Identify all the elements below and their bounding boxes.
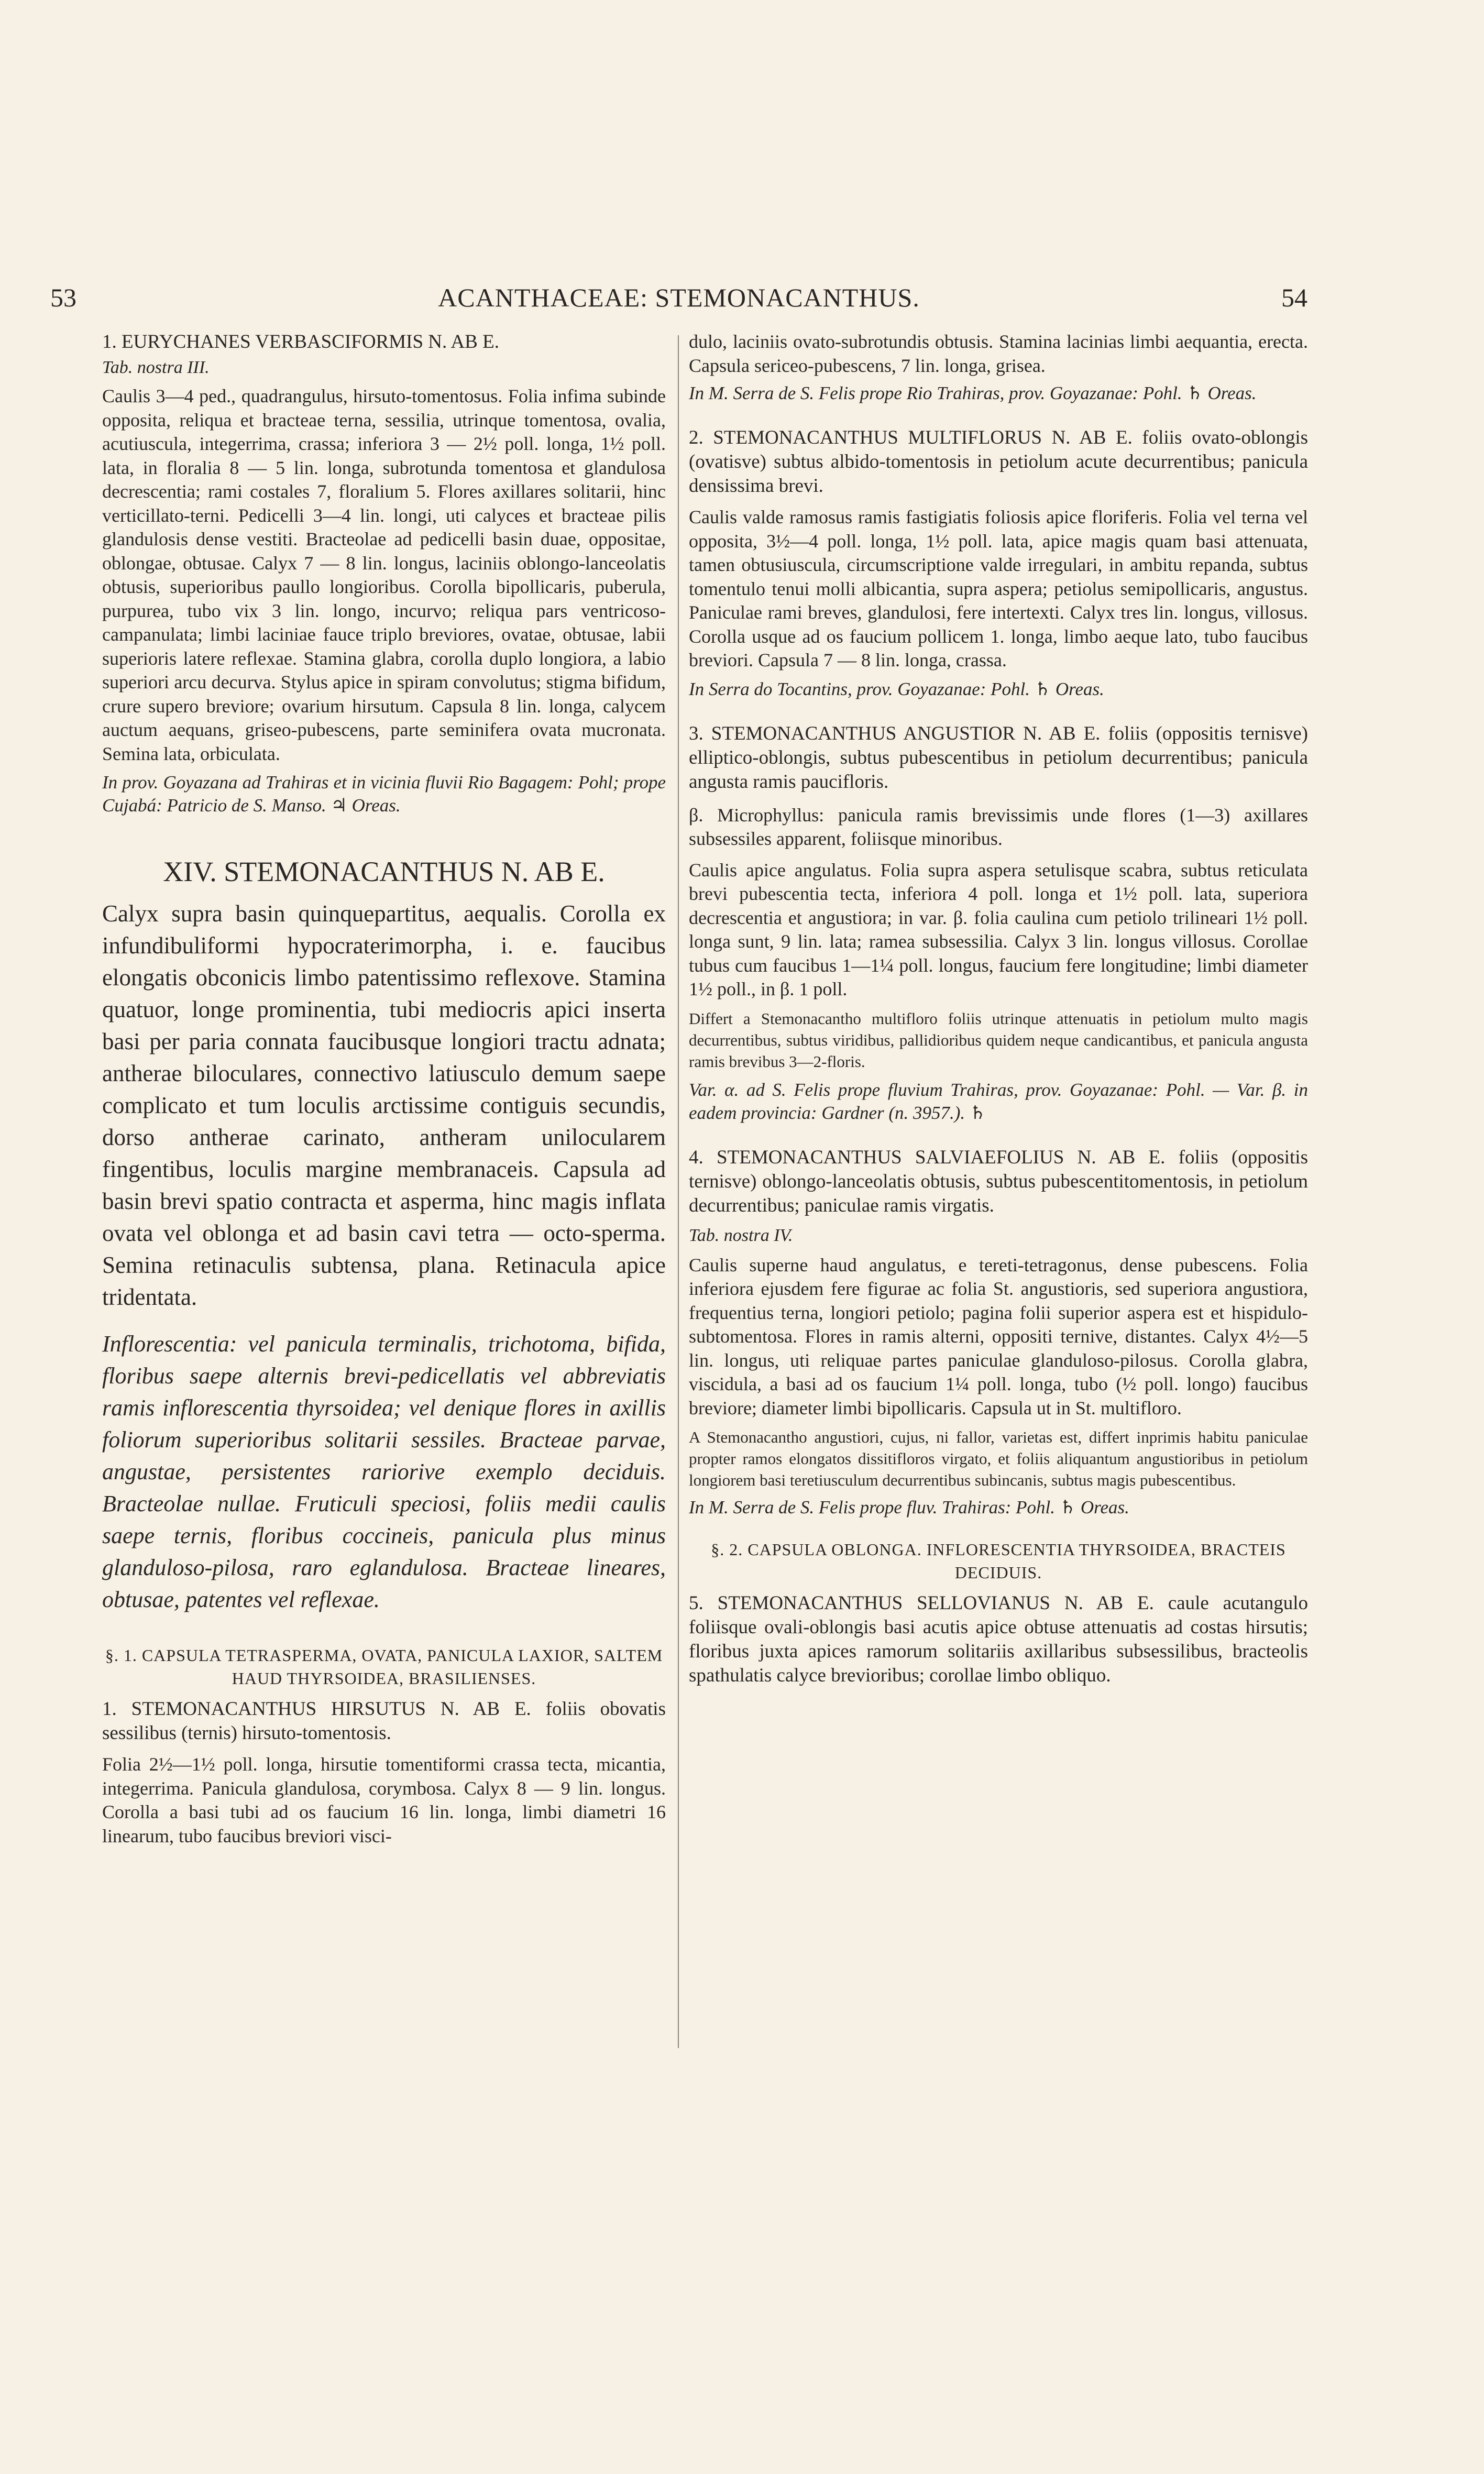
species-heading-salviaefolius: 4. STEMONACANTHUS SALVIAEFOLIUS N. AB E. foliis (oppositis ternisve) oblongo-lanceolatis obtusis, subtus pubescentitomentosis, in petiolum decurrentibus; paniculae ramis virgatis. xyxy=(689,1146,1308,1216)
genus-inflorescence-note: Inflorescentia: vel panicula terminalis, trichotoma, bifida, floribus saepe alternis brevi-pedicellatis vel abbreviatis ramis inflorescentia thyrsoidea; vel denique flores in axillis foliorum superioribus solitarii sessiles. Bracteae parvae, angustae, persistentes rariorive exemplo deciduis. Bracteolae nullae. Fruticuli speciosi, foliis medii caulis saepe ternis, floribus coccineis, panicula plus minus glanduloso-pilosa, raro eglandulosa. Bracteae lineares, obtusae, patentes vel reflexae. xyxy=(102,1331,666,1612)
comparison-note: A Stemonacantho angustiori, cujus, ni fallor, varietas est, differt inprimis habitu paniculae propter ramos elongatos dissitifloros virgato, et foliis aliquantum angustioribus in petiolum longiorem basi teretiusculum decurrentibus subincanis, subtus magis pubescentibus. xyxy=(689,1428,1308,1489)
locality-note: In M. Serra de S. Felis prope Rio Trahiras, prov. Goyazanae: Pohl. ♄ Oreas. xyxy=(689,383,1257,403)
left-column xyxy=(102,330,666,1848)
running-title: ACANTHACEAE: STEMONACANTHUS. xyxy=(438,283,920,312)
plate-reference: Tab. nostra III. xyxy=(102,358,210,377)
species-heading-eurychanes: 1. EURYCHANES VERBASCIFORMIS N. AB E. xyxy=(102,331,499,353)
species-description: Caulis valde ramosus ramis fastigiatis foliosis apice floriferis. Folia vel terna vel opposita, 3½—4 poll. longa, 1½ poll. lata, apice magis quam basi attenuata, tamen obtusiuscula, circumscriptione valde irregulari, in ambitu repanda, subtus tomentulo tenui molli albicantia, supra aspera; petiolus semipollicaris, angustus. Paniculae rami breves, glandulosi, fere intertexti. Calyx tres lin. longus, villosus. Corolla usque ad os faucium pollicem 1. longa, limbo aeque lato, tubo faucibus breviori. Capsula 7 — 8 lin. longa, crassa. xyxy=(689,507,1308,670)
locality-note: In Serra do Tocantins, prov. Goyazanae: Pohl. ♄ Oreas. xyxy=(689,678,1104,699)
species-heading-multiflorus: 2. STEMONACANTHUS MULTIFLORUS N. AB E. foliis ovato-oblongis (ovatisve) subtus albido-tomentosis in petiolum acute decurrentibus; panicula densissima brevi. xyxy=(689,427,1308,497)
column-divider xyxy=(678,335,679,2048)
running-header xyxy=(50,282,1307,313)
variety-note: β. Microphyllus: panicula ramis brevissimis unde flores (1—3) axillares subsessiles apparent, foliisque minoribus. xyxy=(689,804,1308,849)
species-description: Caulis 3—4 ped., quadrangulus, hirsuto-tomentosus. Folia infima subinde opposita, reliqua et bracteae terna, sessilia, utrinque tomentosa, ovalia, acutiuscula, integerrima, crassa; inferiora 3 — 2½ poll. longa, 1½ poll. lata, in floralia 8 — 5 lin. longa, subrotunda tomentosa et glandulosa decrescentia; rami costales 7, floralium 5. Flores axillares solitarii, hinc verticillato-terni. Pedicelli 3—4 lin. longi, uti calyces et bracteae pilis glandulosis dense vestiti. Bracteolae ad pedicelli basin duae, oppositae, oblongae, obtusae. Calyx 7 — 8 lin. longus, laciniis oblongo-lanceolatis obtusis, superioribus paullo longioribus. Corolla bipollicaris, puberula, purpurea, tubo vix 3 lin. longo, incurvo; reliqua pars ventricoso-campanulata; limbi laciniae fauce triplo breviores, ovatae, obtusae, labii superioris latere reflexae. Stamina glabra, corolla duplo longiora, a labio superiori arcu decurva. Stylus apice in spiram convolutus; stigma bifidum, crure supero breviore; ovarium hirsutum. Capsula 8 lin. longa, calycem auctum aequans, griseo-pubescens, parte seminifera ovata mucronata. Semina lata, orbiculata. xyxy=(102,386,666,764)
page-number-left: 53 xyxy=(50,283,76,312)
plate-reference: Tab. nostra IV. xyxy=(689,1225,793,1245)
right-column xyxy=(689,330,1308,1688)
section-heading-2: §. 2. CAPSULA OBLONGA. INFLORESCENTIA THYRSOIDEA, BRACTEIS DECIDUIS. xyxy=(711,1540,1286,1582)
species-description: Caulis apice angulatus. Folia supra aspera setulisque scabra, subtus reticulata brevi pubescentia tecta, inferiora 4 poll. longa et 1½ poll. lata, superiora decrescentia et angustiora; in var. β. folia caulina cum petiolo trilineari 1½ poll. longa sunt, 9 lin. lata; ramea subsessilia. Calyx 3 lin. longus villosus. Corollae tubus cum faucibus 1—1¼ poll. longus, faucium fere longitudine; limbi diameter 1½ poll., in β. 1 poll. xyxy=(689,859,1308,999)
page-number-right: 54 xyxy=(1281,283,1307,312)
genus-description: Calyx supra basin quinquepartitus, aequalis. Corolla ex infundibuliformi hypocraterimorpha, i. e. faucibus elongatis obconicis limbo patentissimo reflexove. Stamina quatuor, longe prominentia, tubi mediocris apici inserta basi per paria connata faucibusque longiori tractu adnata; antherae biloculares, connectivo latiusculo demum saepe complicato et tum loculis arctissime contiguis secundis, dorso antherae carinato, antheram unilocularem fingentibus, loculis margine membranaceis. Capsula ad basin brevi spatio contracta et asperma, hinc magis inflata ovata vel oblonga et ad basin cavi tetra — octo-sperma. Semina retinaculis subtensa, plana. Retinacula apice tridentata. xyxy=(102,900,666,1310)
locality-note: In M. Serra de S. Felis prope fluv. Trahiras: Pohl. ♄ Oreas. xyxy=(689,1497,1129,1518)
genus-heading: XIV. STEMONACANTHUS N. AB E. xyxy=(163,856,605,887)
section-heading-1: §. 1. CAPSULA TETRASPERMA, OVATA, PANICULA LAXIOR, SALTEM HAUD THYRSOIDEA, BRASILIENSES. xyxy=(105,1646,663,1688)
species-heading-angustior: 3. STEMONACANTHUS ANGUSTIOR N. AB E. foliis (oppositis ternisve) elliptico-oblongis, subtus pubescentibus in petiolum decurrentibus; panicula angusta ramis paucifloris. xyxy=(689,722,1308,793)
species-description: dulo, laciniis ovato-subrotundis obtusis. Stamina lacinias limbi aequantia, erecta. Capsula sericeo-pubescens, 7 lin. longa, grisea. xyxy=(689,331,1308,376)
species-heading-sellovianus: 5. STEMONACANTHUS SELLOVIANUS N. AB E. caule acutangulo foliisque ovali-oblongis basi acutis apice obtuse attenuatis ad costas hirsutis; floribus juxta apices ramorum solitariis axillaribus subsessilibus, bracteolis spathulatis calyce brevioribus; corollae limbo obliquo. xyxy=(689,1592,1308,1686)
species-description: Folia 2½—1½ poll. longa, hirsutie tomentiformi crassa tecta, micantia, integerrima. Panicula glandulosa, corymbosa. Calyx 8 — 9 lin. longus. Corolla a basi tubi ad os faucium 16 lin. longa, limbi diametri 16 linearum, tubo faucibus breviori visci- xyxy=(102,1754,666,1846)
species-heading-hirsutus: 1. STEMONACANTHUS HIRSUTUS N. AB E. foliis obovatis sessilibus (ternis) hirsuto-tomentosis. xyxy=(102,1698,666,1744)
comparison-note: Differt a Stemonacantho multifloro foliis utrinque attenuatis in petiolum multo magis decurrentibus, subtus viridibus, pallidioribus quidem neque candicantibus, et panicula angusta ramis brevibus 3—2-floris. xyxy=(689,1009,1308,1071)
locality-note: In prov. Goyazana ad Trahiras et in vicinia fluvii Rio Bagagem: Pohl; prope Cujabá: Patricio de S. Manso. ♃ Oreas. xyxy=(102,772,666,816)
locality-note: Var. α. ad S. Felis prope fluvium Trahiras, prov. Goyazanae: Pohl. — Var. β. in eadem provincia: Gardner (n. 3957.). ♄ xyxy=(689,1079,1308,1123)
species-description: Caulis superne haud angulatus, e tereti-tetragonus, dense pubescens. Folia inferiora ejusdem fere figurae ac folia St. angustioris, sed superiora angustiora, frequentius terna, longiori petiolo; pagina folii superior aspera est et hispidulo-subtomentosa. Flores in ramis alterni, oppositi ternive, distantes. Calyx 4½—5 lin. longus, uti reliquae partes paniculae glanduloso-pilosus. Corolla glabra, viscidula, a basi ad os faucium 1¼ poll. longa, tubo (½ poll. longo) faucibus breviore; diameter limbi bipollicaris. Capsula ut in St. multifloro. xyxy=(689,1254,1308,1419)
